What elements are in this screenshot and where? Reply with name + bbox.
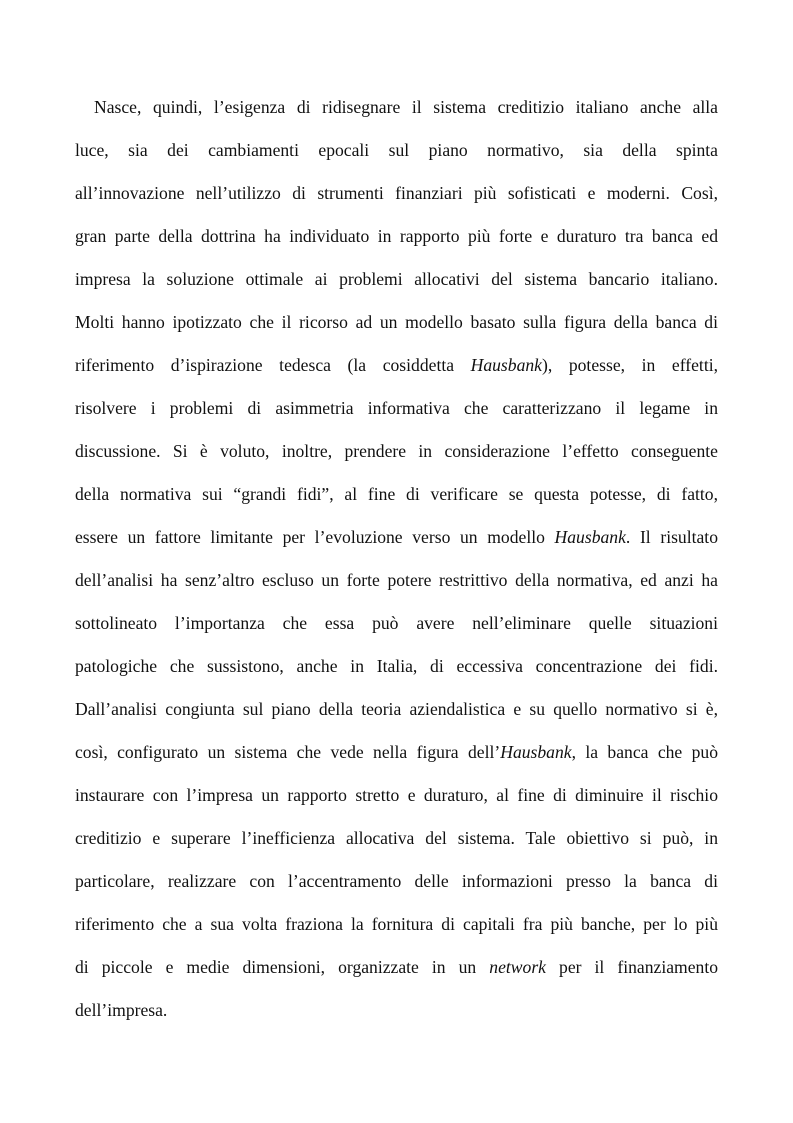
line-text: di piccole e medie dimensioni, organizzate in un xyxy=(75,957,490,977)
paragraph-line xyxy=(75,516,718,559)
paragraph-line: Nasce, quindi, l’esigenza di ridisegnare il sistema creditizio italiano anche alla xyxy=(94,97,718,117)
paragraph-line: impresa la soluzione ottimale ai problemi allocativi del sistema bancario italiano. xyxy=(75,269,718,289)
italic-term: network xyxy=(489,957,546,977)
line-text: per il finanziamento xyxy=(545,957,718,977)
paragraph-line: particolare, realizzare con l’accentramento delle informazioni presso la banca di xyxy=(75,871,718,891)
paragraph-line: risolvere i problemi di asimmetria informativa che caratterizzano il legame in xyxy=(75,398,718,418)
paragraph-line: instaurare con l’impresa un rapporto stretto e duraturo, al fine di diminuire il rischio xyxy=(75,785,718,805)
paragraph-line: all’innovazione nell’utilizzo di strumenti finanziari più sofisticati e moderni. Così, xyxy=(75,183,718,203)
paragraph-line: dell’impresa. xyxy=(75,1000,168,1020)
paragraph-line: luce, sia dei cambiamenti epocali sul piano normativo, sia della spinta xyxy=(75,140,718,160)
paragraph-line: patologiche che sussistono, anche in Italia, di eccessiva concentrazione dei fidi. xyxy=(75,656,718,676)
paragraph-line xyxy=(75,731,718,774)
paragraph-line: creditizio e superare l’inefficienza allocativa del sistema. Tale obiettivo si può, in xyxy=(75,828,718,848)
italic-term: Hausbank xyxy=(470,355,542,375)
line-text: . Il risultato xyxy=(625,527,718,547)
paragraph-line: Dall’analisi congiunta sul piano della teoria aziendalistica e su quello normativo si è, xyxy=(75,699,718,719)
italic-term: Hausbank xyxy=(554,527,626,547)
paragraph-line: Molti hanno ipotizzato che il ricorso ad un modello basato sulla figura della banca di xyxy=(75,312,718,332)
paragraph-line: discussione. Si è voluto, inoltre, prendere in considerazione l’effetto conseguente xyxy=(75,441,718,461)
paragraph-line: riferimento che a sua volta fraziona la fornitura di capitali fra più banche, per lo più xyxy=(75,914,718,934)
line-text: essere un fattore limitante per l’evoluzione verso un modello xyxy=(75,527,555,547)
paragraph-line: sottolineato l’importanza che essa può avere nell’eliminare quelle situazioni xyxy=(75,613,718,633)
body-paragraph xyxy=(75,86,718,1032)
line-text: riferimento d’ispirazione tedesca (la cosiddetta xyxy=(75,355,471,375)
italic-term: Hausbank xyxy=(500,742,572,762)
line-text: così, configurato un sistema che vede nella figura dell’ xyxy=(75,742,501,762)
paragraph-line: dell’analisi ha senz’altro escluso un forte potere restrittivo della normativa, ed anzi ha xyxy=(75,570,718,590)
line-text: ), potesse, in effetti, xyxy=(541,355,718,375)
paragraph-line xyxy=(75,344,718,387)
paragraph-line: gran parte della dottrina ha individuato in rapporto più forte e duraturo tra banca ed xyxy=(75,226,718,246)
paragraph-line: della normativa sui “grandi fidi”, al fine di verificare se questa potesse, di fatto, xyxy=(75,484,718,504)
line-text: , la banca che può xyxy=(571,742,718,762)
paragraph-line xyxy=(75,946,718,989)
